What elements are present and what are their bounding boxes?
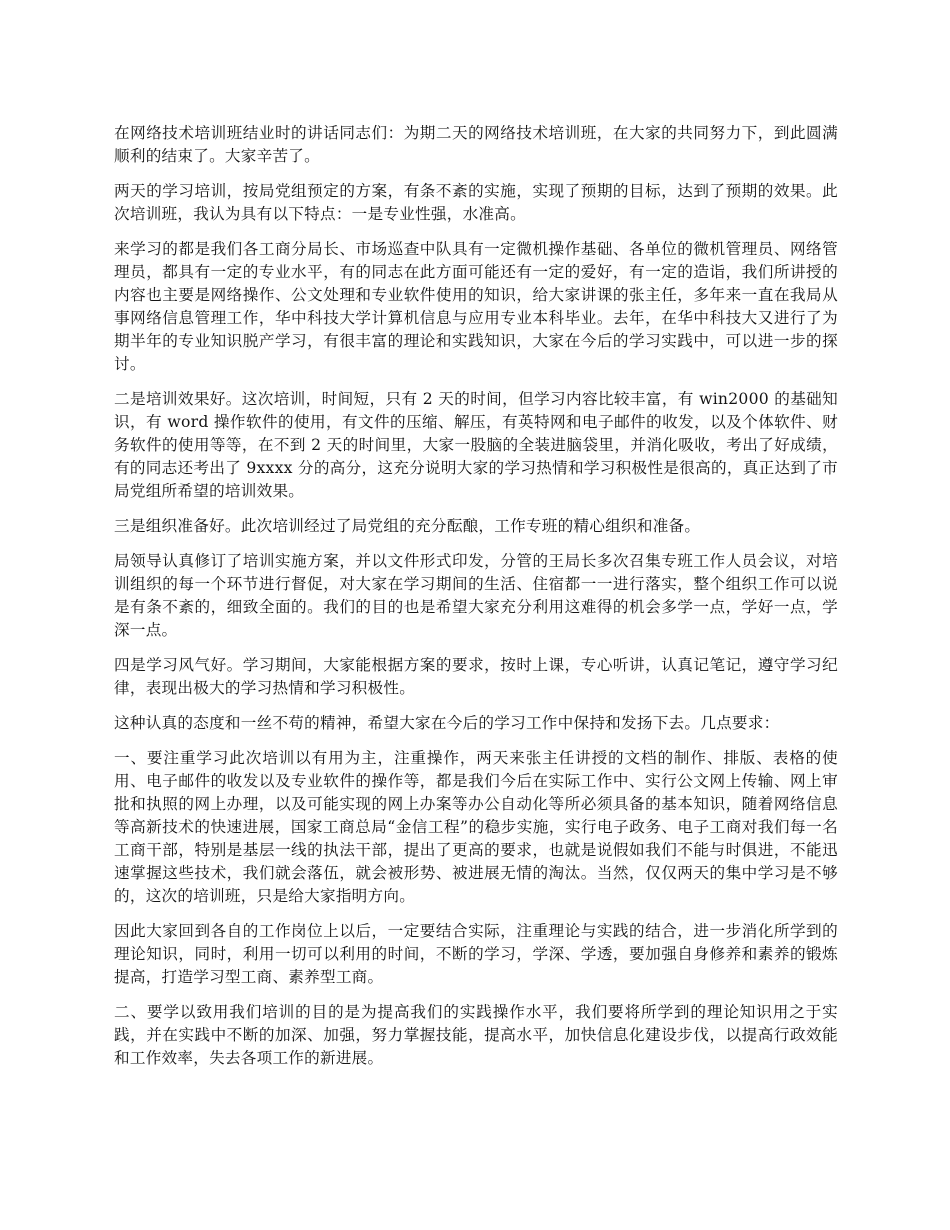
document-body [114,122,838,1082]
paragraph-4: 二是培训效果好。这次培训，时间短，只有 2 天的时间，但学习内容比较丰富，有 win2000 的基础知识，有 word 操作软件的使用，有文件的压缩、解压，有英特网和电子邮件的收发，以及个体软件、财务软件的使用等等，在不到 2 天的时间里，大家一股脑的全装进脑袋里，并消化吸收，考出了好成绩，有的同志还考出了 9xxxx 分的高分，这充分说明大家的学习热情和学习积极性是很高的，真正达到了市局党组所希望的培训效果。 [114,390,838,500]
paragraph-3: 来学习的都是我们各工商分局长、市场巡查中队具有一定微机操作基础、各单位的微机管理员、网络管理员，都具有一定的专业水平，有的同志在此方面可能还有一定的爱好，有一定的造诣，我们所讲授的内容也主要是网络操作、公文处理和专业软件使用的知识，给大家讲课的张主任，多年来一直在我局从事网络信息管理工作，华中科技大学计算机信息与应用专业本科毕业。去年，在华中科技大又进行了为期半年的专业知识脱产学习，有很丰富的理论和实践知识，大家在今后的学习实践中，可以进一步的探讨。 [114,240,838,373]
paragraph-11: 二、要学以致用我们培训的目的是为提高我们的实践操作水平，我们要将所学到的理论知识用之于实践，并在实践中不断的加深、加强，努力掌握技能，提高水平，加快信息化建设步伐，以提高行政效能和工作效率，失去各项工作的新进展。 [114,1003,838,1067]
paragraph-10: 因此大家回到各自的工作岗位上以后，一定要结合实际，注重理论与实践的结合，进一步消化所学到的理论知识，同时，利用一切可以利用的时间，不断的学习，学深、学透，要加强自身修养和素养的锻炼提高，打造学习型工商、素养型工商。 [114,922,838,986]
paragraph-1: 在网络技术培训班结业时的讲话同志们：为期二天的网络技术培训班，在大家的共同努力下，到此圆满顺利的结束了。大家辛苦了。 [114,124,838,165]
paragraph-6: 局领导认真修订了培训实施方案，并以文件形式印发，分管的王局长多次召集专班工作人员会议，对培训组织的每一个环节进行督促，对大家在学习期间的生活、住宿都一一进行落实，整个组织工作可以说是有条不紊的，细致全面的。我们的目的也是希望大家充分利用这难得的机会多学一点，学好一点，学深一点。 [114,552,838,639]
paragraph-2: 两天的学习培训，按局党组预定的方案，有条不紊的实施，实现了预期的目标，达到了预期的效果。此次培训班，我认为具有以下特点：一是专业性强，水准高。 [114,182,838,223]
paragraph-8: 这种认真的态度和一丝不苟的精神，希望大家在今后的学习工作中保持和发扬下去。几点要求： [114,714,780,732]
paragraph-5: 三是组织准备好。此次培训经过了局党组的充分酝酿，工作专班的精心组织和准备。 [114,517,701,535]
paragraph-7: 四是学习风气好。学习期间，大家能根据方案的要求，按时上课，专心听讲，认真记笔记，遵守学习纪律，表现出极大的学习热情和学习积极性。 [114,656,838,697]
paragraph-9: 一、要注重学习此次培训以有用为主，注重操作，两天来张主任讲授的文档的制作、排版、表格的使用、电子邮件的收发以及专业软件的操作等，都是我们今后在实际工作中、实行公文网上传输、网上审批和执照的网上办理，以及可能实现的网上办案等办公自动化等所必须具备的基本知识，随着网络信息等高新技术的快速进展，国家工商总局“金信工程”的稳步实施，实行电子政务、电子工商对我们每一名工商干部，特别是基层一线的执法干部，提出了更高的要求，也就是说假如我们不能与时俱进，不能迅速掌握这些技术，我们就会落伍，就会被形势、被进展无情的淘汰。当然，仅仅两天的集中学习是不够的，这次的培训班，只是给大家指明方向。 [114,749,838,905]
